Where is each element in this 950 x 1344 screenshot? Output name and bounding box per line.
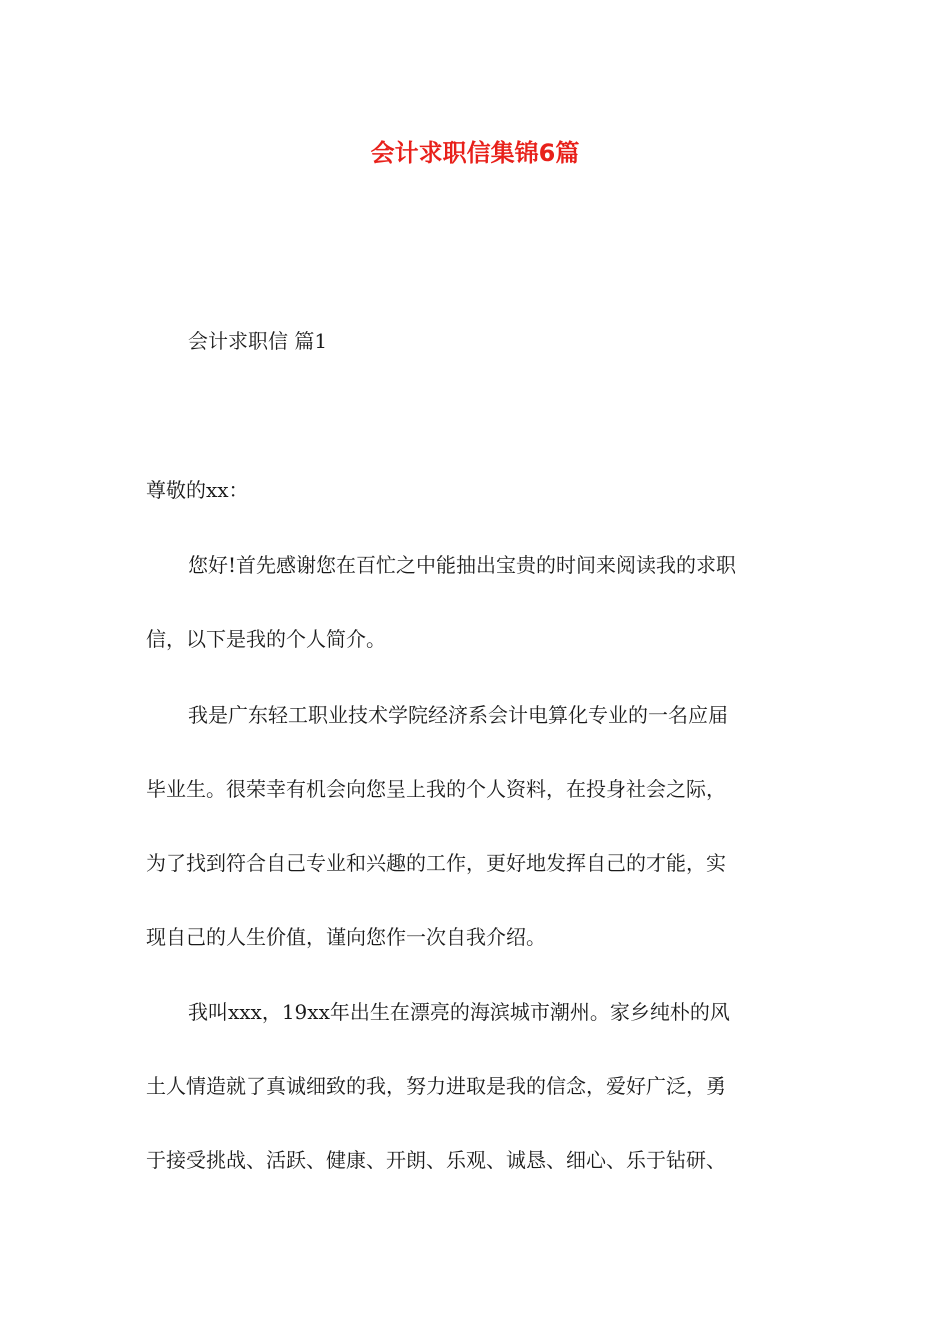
- paragraph-line: 毕业生。很荣幸有机会向您呈上我的个人资料，在投身社会之际，: [146, 777, 726, 801]
- section-heading: 会计求职信 篇1: [188, 329, 328, 353]
- paragraph-line: 信，以下是我的个人简介。: [146, 627, 386, 651]
- paragraph-line: 您好!首先感谢您在百忙之中能抽出宝贵的时间来阅读我的求职: [188, 553, 737, 577]
- paragraph-line: 现自己的人生价值，谨向您作一次自我介绍。: [146, 925, 546, 949]
- salutation: 尊敬的xx：: [146, 478, 249, 502]
- paragraph-line: 土人情造就了真诚细致的我，努力进取是我的信念，爱好广泛，勇: [146, 1074, 726, 1098]
- paragraph-line: 我叫xxx，19xx年出生在漂亮的海滨城市潮州。家乡纯朴的风: [188, 1000, 730, 1024]
- paragraph-line: 于接受挑战、活跃、健康、开朗、乐观、诚恳、细心、乐于钻研、: [146, 1148, 726, 1172]
- paragraph-line: 我是广东轻工职业技术学院经济系会计电算化专业的一名应届: [188, 703, 728, 727]
- document-title: 会计求职信集锦6篇: [370, 139, 580, 167]
- paragraph-line: 为了找到符合自己专业和兴趣的工作，更好地发挥自己的才能，实: [146, 851, 726, 875]
